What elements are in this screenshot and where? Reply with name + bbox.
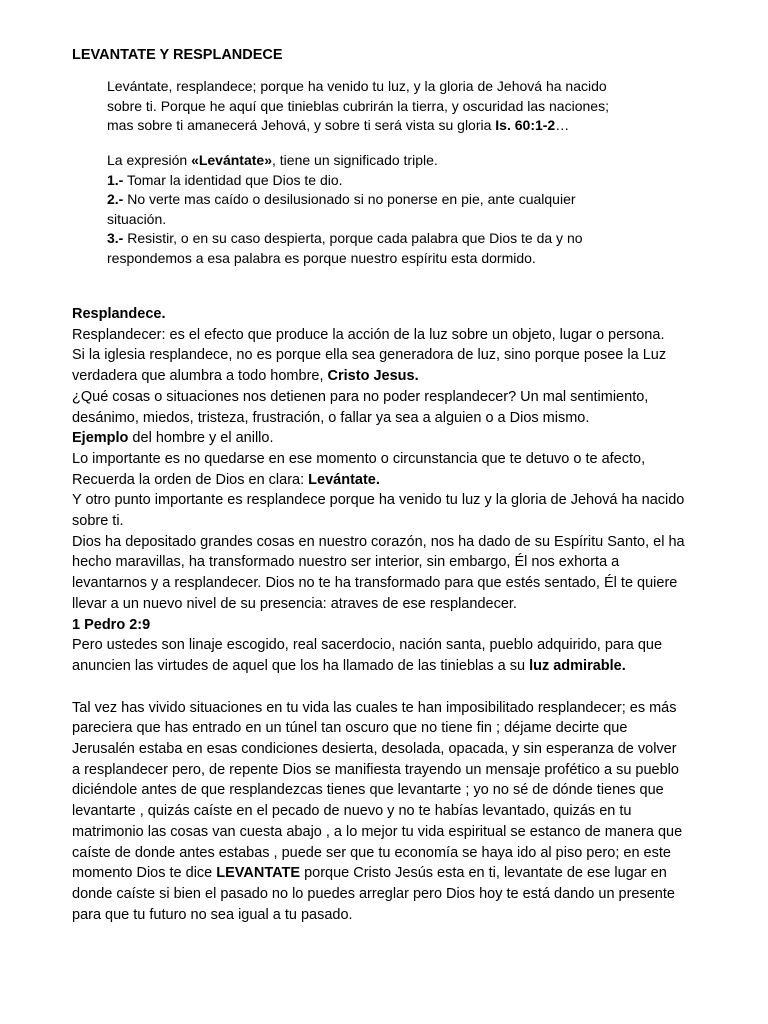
point-number: 3.- [107,230,124,246]
body-line: levantarnos y a resplandecer. Dios no te ha transformado para que estés sentado, Él te quiere [72,575,678,592]
point-3-continued: respondemos a esa palabra es porque nuestro espíritu esta dormido. [107,249,536,266]
body-line: Pero ustedes son linaje escogido, real sacerdocio, nación santa, pueblo adquirido, para que [72,637,663,654]
emphasis-text: LEVANTATE [216,865,301,882]
body-line: diciéndole antes de que resplandezcas tienes que levantarte ; yo no sé de dónde tienes que [72,782,664,799]
body-text: porque Cristo Jesús esta en ti, levantate de ese lugar en [300,865,667,882]
intro-text: , tiene un significado triple. [272,152,438,168]
body-line: Tal vez has vivido situaciones en tu vida las cuales te han imposibilitado resplandecer; es más [72,699,677,716]
explanation-intro [107,151,707,171]
section-heading-text: Resplandece. [72,306,166,322]
body-line [72,656,712,677]
document-title: LEVANTATE Y RESPLANDECE [72,47,283,63]
section-heading [72,304,712,325]
quote-text: mas sobre ti amanecerá Jehová, y sobre ti será vista su gloria [107,117,496,133]
body-line: Dios ha depositado grandes cosas en nuestro corazón, nos ha dado de su Espíritu Santo, el ha [72,533,685,550]
body-line: levantarte , quizás caíste en el pecado de nuevo y no te habías levantado, quizás en tu [72,803,632,820]
body-line: Y otro punto importante es resplandece porque ha venido tu luz y la gloria de Jehová ha nacido [72,492,685,509]
body-line: matrimonio las cosas van cuesta abajo , a lo mejor tu vida espiritual se estanco de manera que [72,823,683,840]
point-number: 2.- [107,191,124,207]
body-line [72,863,712,884]
body-line: ¿Qué cosas o situaciones nos detienen para no poder resplandecer? Un mal sentimiento, [72,388,649,405]
quote-line: Levántate, resplandece; porque ha venido tu luz, y la gloria de Jehová ha nacido [107,78,607,94]
body-line [72,470,712,491]
point-3 [107,229,707,249]
body-line: Jerusalén estaba en esas condiciones desierta, desolada, opacada, y sin esperanza de volver [72,741,677,758]
body-line: donde caíste si bien el pasado no lo puedes arreglar pero Dios hoy te está dando un presente [72,885,675,902]
body-line [72,366,712,387]
body-line [72,428,712,449]
point-text: No verte mas caído o desilusionado si no ponerse en pie, ante cualquier [123,191,576,207]
quote-line: sobre ti. Porque he aquí que tinieblas cubrirán la tierra, y oscuridad las naciones; [107,97,609,114]
body-line: a resplandecer pero, de repente Dios se manifiesta trayendo un mensaje profético a su pueblo [72,761,679,778]
body-line: llevar a un nuevo nivel de su presencia: atraves de ese resplandecer. [72,595,517,612]
body-text: Recuerda la orden de Dios en clara: [72,471,309,488]
body-line: Lo importante es no quedarse en ese momento o circunstancia que te detuvo o te afecto, [72,450,646,467]
emphasis-text: Cristo Jesus. [327,368,419,385]
body-line: hecho maravillas, ha transformado nuestro ser interior, sin embargo, Él nos exhorta a [72,554,620,571]
scripture-reference: Is. 60:1-2 [495,117,556,133]
point-number: 1.- [107,171,124,188]
point-text: Tomar la identidad que Dios te dio. [123,171,343,188]
body-line: Si la iglesia resplandece, no es porque ella sea generadora de luz, sino porque posee la Luz [72,347,667,364]
levantate-explanation [107,151,707,268]
body-text: momento Dios te dice [72,865,217,882]
point-1 [107,171,707,191]
body-line: Resplandecer: es el efecto que produce la acción de la luz sobre un objeto, lugar o persona. [72,326,665,343]
quote-line [107,116,707,136]
body-line: desánimo, miedos, tristeza, frustración, o fallar ya sea a alguien o a Dios mismo. [72,409,590,426]
emphasis-text: Levántate. [308,471,380,488]
intro-text: La expresión [107,152,192,168]
body-line: sobre ti. [72,513,124,530]
body-line: para que tu futuro no sea igual a tu pasado. [72,906,353,923]
point-text: Resistir, o en su caso despierta, porque cada palabra que Dios te da y no [123,230,583,246]
body-line: caíste de donde antes estabas , puede ser que tu economía se haya ido al piso pero; en este [72,844,671,861]
point-2 [107,190,707,210]
body-text: del hombre y el anillo. [128,430,274,447]
body-text: verdadera que alumbra a todo hombre, [72,368,328,385]
body-text: anuncien las virtudes de aquel que los ha llamado de las tinieblas a su [72,657,530,674]
emphasis-text: Ejemplo [72,430,129,447]
body-line: pareciera que has entrado en un túnel tan oscuro que no tiene fin ; déjame decirte que [72,720,628,737]
scripture-reference [72,615,712,636]
ellipsis: … [555,117,570,133]
point-2-continued: situación. [107,210,167,227]
intro-keyword: «Levántate» [191,152,272,168]
paragraph-gap [72,677,712,698]
resplandece-section [72,304,712,925]
scripture-quote [107,77,707,136]
scripture-reference-text: 1 Pedro 2:9 [72,616,151,633]
emphasis-text: luz admirable. [529,657,626,674]
